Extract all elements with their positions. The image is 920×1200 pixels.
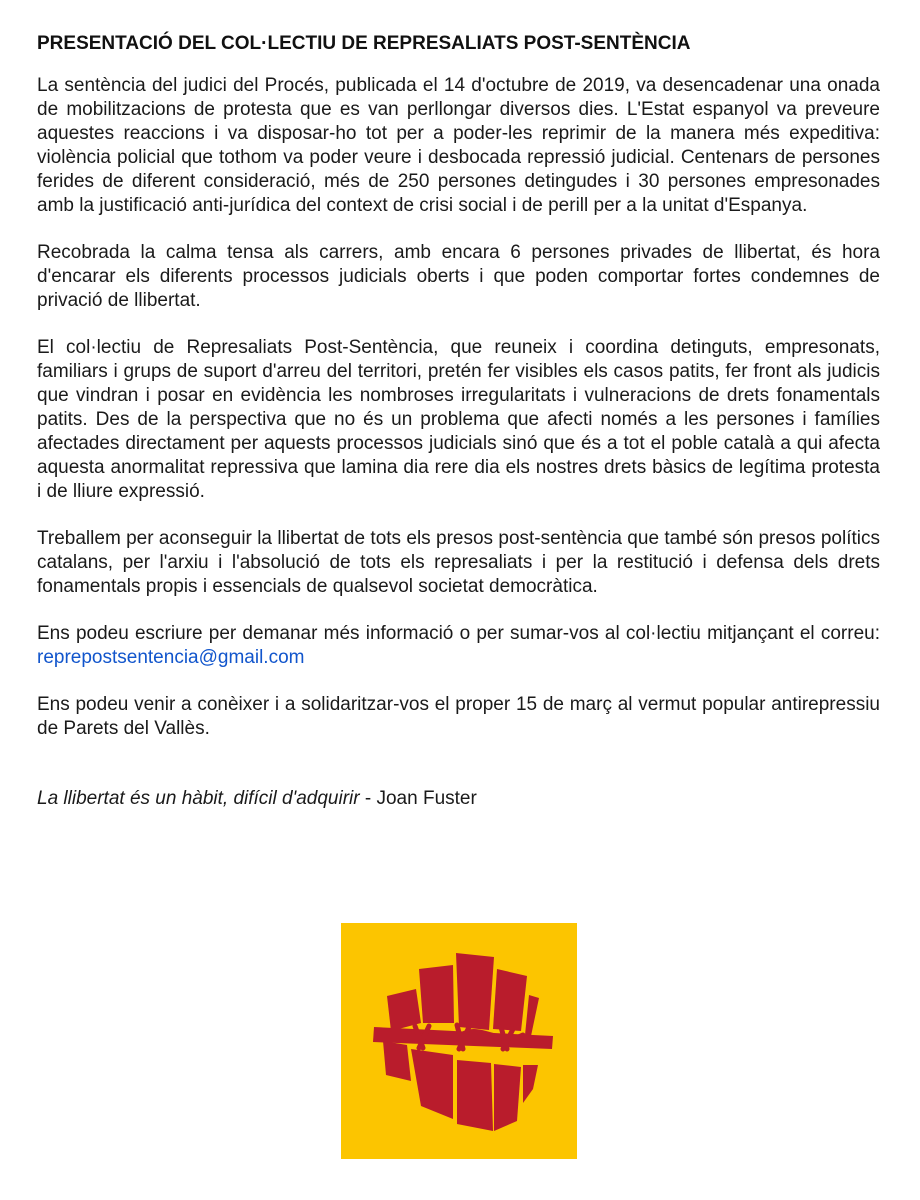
paragraph-contact	[37, 622, 880, 670]
quote-text: La llibertat és un hàbit, difícil d'adquirir	[37, 788, 360, 809]
email-link[interactable]: reprepostsentencia@gmail.com	[37, 647, 305, 668]
quote-author: Joan Fuster	[376, 788, 477, 809]
document-title: PRESENTACIÓ DEL COL·LECTIU DE REPRESALIATS POST-SENTÈNCIA	[37, 33, 691, 54]
collective-logo	[341, 923, 577, 1159]
contact-text: Ens podeu escriure per demanar més informació o per sumar-vos al col·lectiu mitjançant el correu:	[37, 623, 880, 644]
paragraph-sentencia: La sentència del judici del Procés, publicada el 14 d'octubre de 2019, va desencadenar una onada de mobilitzacions de protesta que es van perllongar diversos dies. L'Estat espanyol va preveure aquestes reaccions i va disposar-ho tot per a poder-les reprimir de la manera més expeditiva: violència policial que tothom va poder veure i desbocada repressió judicial. Centenars de persones ferides de diferent consideració, més de 250 persones detingudes i 30 persones empresonades amb la justificació anti-jurídica del context de crisi social i de perill per a la unitat d'Espanya.	[37, 75, 880, 216]
paragraph-collectiu: El col·lectiu de Represaliats Post-Sentència, que reuneix i coordina detinguts, empresonats, familiars i grups de suport d'arreu del territori, pretén fer visibles els casos patits, fer front als judicis que vindran i posar en evidència les nombroses irregularitats i vulneracions de drets fonamentals patits. Des de la perspectiva que no és un problema que afecti només a les persones i famílies afectades directament per aquests processos judicials sinó que és a tot el poble català a qui afecta aquesta anormalitat repressiva que lamina dia rere dia els nostres drets bàsics de legítima protesta i de lliure expressió.	[37, 337, 880, 502]
quote-separator: -	[359, 788, 377, 809]
quote-line	[37, 787, 880, 811]
broken-bars-barbed-wire-logo-icon	[341, 923, 577, 1159]
paragraph-event: Ens podeu venir a conèixer i a solidaritzar-vos el proper 15 de març al vermut popular antirepressiu de Parets del Vallès.	[37, 694, 880, 739]
document-page	[37, 30, 880, 811]
paragraph-calma: Recobrada la calma tensa als carrers, amb encara 6 persones privades de llibertat, és hora d'encarar els diferents processos judicials oberts i que poden comportar fortes condemnes de privació de llibertat.	[37, 242, 880, 311]
paragraph-treballem: Treballem per aconseguir la llibertat de tots els presos post-sentència que també són presos polítics catalans, per l'arxiu i l'absolució de tots els represaliats i per la restitució i defensa dels drets fonamentals propis i essencials de qualsevol societat democràtica.	[37, 528, 880, 597]
